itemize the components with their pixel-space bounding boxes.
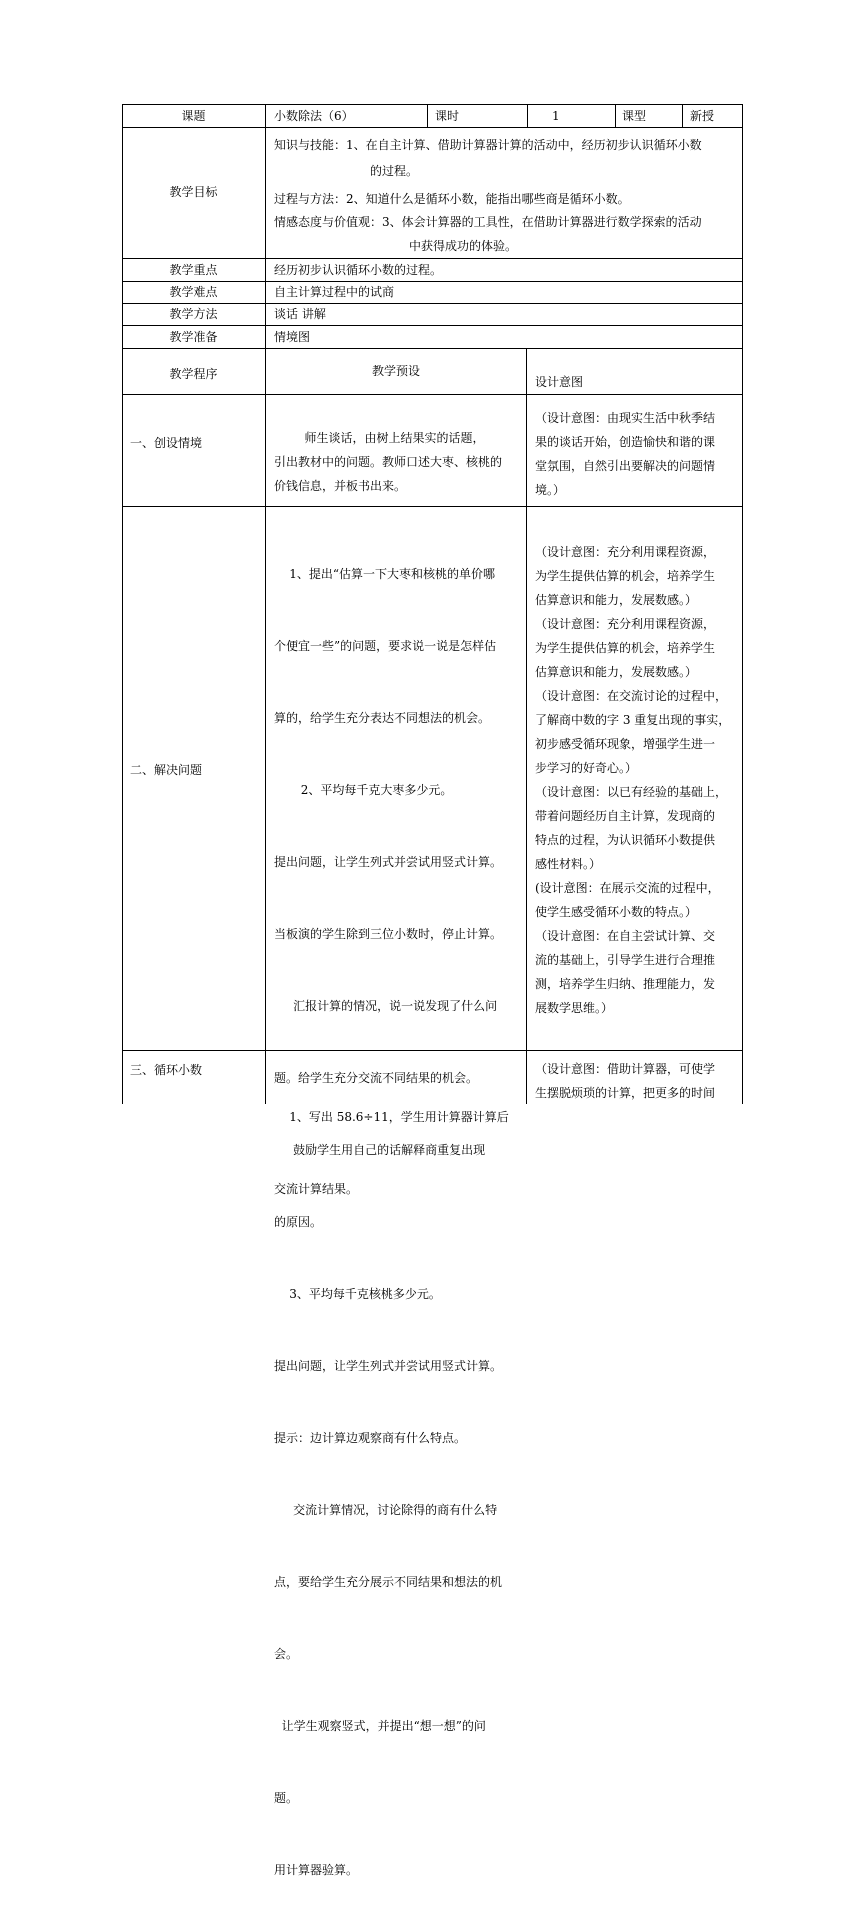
intent-line: 估算意识和能力，发展数感。）: [535, 665, 698, 679]
objective-knowledge: 知识与技能：1、在自主计算、借助计算器计算的活动中，经历初步认识循环小数: [274, 138, 702, 152]
section1-title: 一、创设情境: [130, 436, 203, 450]
intent-line: 特点的过程，为认识循环小数提供: [535, 833, 716, 847]
section1-intent: [535, 406, 715, 502]
period-value: 1: [552, 109, 560, 123]
preset-line: 价钱信息，并板书出来。: [274, 479, 407, 493]
section2-intent: [535, 540, 730, 1020]
intent-line: 带着问题经历自主计算，发现商的: [535, 809, 716, 823]
preset-line: 汇报计算的情况，说一说发现了什么问: [274, 999, 498, 1013]
section1-preset: [274, 426, 502, 498]
lesson-plan-table: [122, 104, 743, 1877]
section3-intent: [535, 1057, 715, 1105]
preset-line: 2、平均每千克大枣多少元。: [274, 783, 453, 797]
preset-line: 个便宜一些”的问题，要求说一说是怎样估: [274, 639, 497, 653]
method-value: 谈话 讲解: [274, 307, 326, 321]
intent-line: 使学生感受循环小数的特点。）: [535, 905, 698, 919]
preset-line: 用计算器验算。: [274, 1863, 359, 1877]
key-point-value: 经历初步认识循环小数的过程。: [274, 263, 443, 277]
preset-line: 1、提出“估算一下大枣和核桃的单价哪: [274, 567, 496, 581]
intent-line: 堂氛围，自然引出要解决的问题情: [535, 459, 716, 473]
intent-line: 为学生提供估算的机会，培养学生: [535, 641, 716, 655]
period-label: 课时: [435, 109, 460, 123]
intent-line: （设计意图：由现实生活中秋季结: [535, 411, 716, 425]
intent-line: （设计意图：在交流讨论的过程中，: [535, 689, 728, 703]
intent-line: 展数学思维。）: [535, 1001, 614, 1015]
preset-header: 教学预设: [371, 364, 420, 378]
intent-line: （设计意图：充分利用课程资源，: [535, 617, 716, 631]
objective-knowledge-cont: 的过程。: [370, 164, 419, 178]
section3-title: 三、循环小数: [130, 1063, 203, 1077]
key-point-label: 教学重点: [169, 263, 218, 277]
intent-line: 初步感受循环现象，增强学生进一: [535, 737, 716, 751]
intent-header: 设计意图: [535, 375, 584, 389]
preset-line: 的原因。: [274, 1215, 323, 1229]
preset-line: 鼓励学生用自己的话解释商重复出现: [274, 1143, 486, 1157]
section2-title: 二、解决问题: [130, 763, 203, 777]
topic-label: 课题: [181, 109, 206, 123]
intent-line: 了解商中数的字 3 重复出现的事实，: [535, 713, 731, 727]
preset-line: 1、写出 58.6÷11，学生用计算器计算后: [274, 1110, 509, 1124]
preset-line: 提出问题，让学生列式并尝试用竖式计算。: [274, 1359, 503, 1373]
intent-line: （设计意图：以已有经验的基础上，: [535, 785, 728, 799]
preset-line: 会。: [274, 1647, 299, 1661]
intent-line: （设计意图：充分利用课程资源，: [535, 545, 716, 559]
preset-line: 题。: [274, 1791, 299, 1805]
preset-line: 3、平均每千克核桃多少元。: [274, 1287, 441, 1301]
preset-line: 算的，给学生充分表达不同想法的机会。: [274, 711, 491, 725]
intent-line: 估算意识和能力，发展数感。）: [535, 593, 698, 607]
topic-value: 小数除法（6）: [274, 109, 354, 123]
preset-line: 提出问题，让学生列式并尝试用竖式计算。: [274, 855, 503, 869]
intent-line: 境。）: [535, 483, 566, 497]
method-label: 教学方法: [169, 307, 218, 321]
preset-line: 师生谈话，由树上结果实的话题，: [274, 431, 485, 445]
preset-line: 让学生观察竖式，并提出“想一想”的问: [274, 1719, 486, 1733]
intent-line: 测，培养学生归纳、推理能力，发: [535, 977, 716, 991]
preset-line: 交流计算结果。: [274, 1182, 359, 1196]
intent-line: (设计意图：在展示交流的过程中，: [535, 881, 720, 895]
intent-line: （设计意图：借助计算器，可使学: [535, 1062, 716, 1076]
intent-line: （设计意图：在自主尝试计算、交: [535, 929, 716, 943]
prep-label: 教学准备: [169, 330, 218, 344]
objective-process: 过程与方法：2、知道什么是循环小数，能指出哪些商是循环小数。: [274, 192, 630, 206]
difficulty-value: 自主计算过程中的试商: [274, 285, 395, 299]
preset-line: 点，要给学生充分展示不同结果和想法的机: [274, 1575, 503, 1589]
preset-line: 提示：边计算边观察商有什么特点。: [274, 1431, 467, 1445]
preset-line: 当板演的学生除到三位小数时，停止计算。: [274, 927, 503, 941]
procedure-header: 教学程序: [169, 367, 218, 381]
difficulty-label: 教学难点: [169, 285, 218, 299]
objective-attitude: 情感态度与价值观：3、体会计算器的工具性，在借助计算器进行数学探索的活动: [274, 215, 702, 229]
objective-attitude-cont: 中获得成功的体验。: [409, 239, 518, 253]
preset-line: 题。给学生充分交流不同结果的机会。: [274, 1071, 479, 1085]
intent-line: 生摆脱烦琐的计算，把更多的时间: [535, 1086, 716, 1100]
type-label: 课型: [622, 109, 647, 123]
preset-line: 交流计算情况，讨论除得的商有什么特: [274, 1503, 498, 1517]
intent-line: 果的谈话开始，创造愉快和谐的课: [535, 435, 716, 449]
objectives-label: 教学目标: [169, 185, 218, 199]
intent-line: 流的基础上，引导学生进行合理推: [535, 953, 716, 967]
section3-preset: [274, 1057, 509, 1249]
intent-line: 感性材料。）: [535, 857, 602, 871]
preset-line: 引出教材中的问题。教师口述大枣、核桃的: [274, 455, 503, 469]
intent-line: 步学习的好奇心。）: [535, 761, 638, 775]
intent-line: 为学生提供估算的机会，培养学生: [535, 569, 716, 583]
prep-value: 情境图: [274, 330, 311, 344]
type-value: 新授: [690, 109, 715, 123]
